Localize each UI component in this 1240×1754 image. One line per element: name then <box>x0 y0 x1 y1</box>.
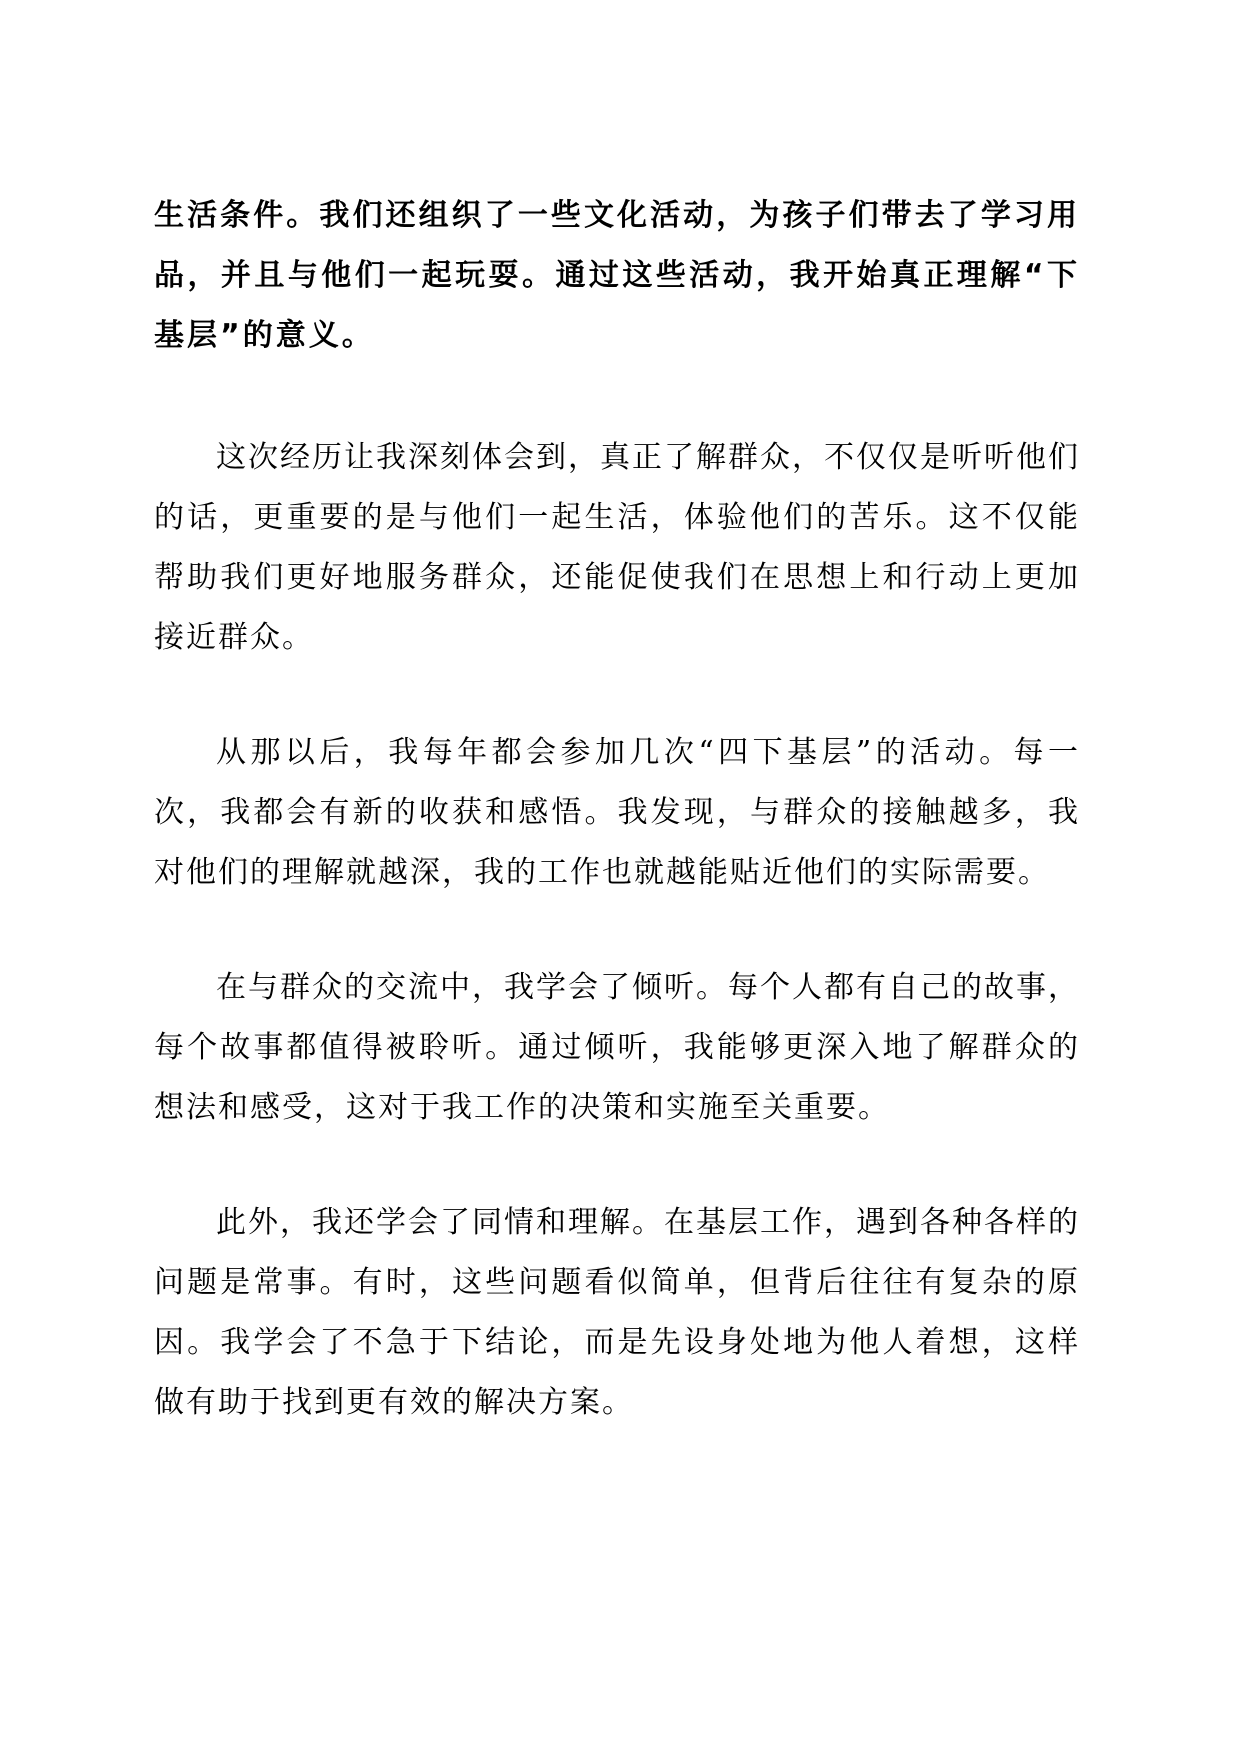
paragraph-3: 从那以后，我每年都会参加几次“四下基层”的活动。每一次，我都会有新的收获和感悟。我发现，与群众的接触越多，我对他们的理解就越深，我的工作也就越能贴近他们的实际需要。 <box>154 735 1080 890</box>
paragraph-4: 在与群众的交流中，我学会了倾听。每个人都有自己的故事，每个故事都值得被聆听。通过倾听，我能够更深入地了解群众的想法和感受，这对于我工作的决策和实施至关重要。 <box>154 970 1080 1125</box>
paragraph-5: 此外，我还学会了同情和理解。在基层工作，遇到各种各样的问题是常事。有时，这些问题看似简单，但背后往往有复杂的原因。我学会了不急于下结论，而是先设身处地为他人着想，这样做有助于找到更有效的解决方案。 <box>154 1205 1080 1420</box>
paragraph-1: 生活条件。我们还组织了一些文化活动，为孩子们带去了学习用品，并且与他们一起玩耍。通过这些活动，我开始真正理解“下基层”的意义。 <box>154 198 1080 353</box>
paragraph-2: 这次经历让我深刻体会到，真正了解群众，不仅仅是听听他们的话，更重要的是与他们一起生活，体验他们的苦乐。这不仅能帮助我们更好地服务群众，还能促使我们在思想上和行动上更加接近群众。 <box>154 440 1080 655</box>
